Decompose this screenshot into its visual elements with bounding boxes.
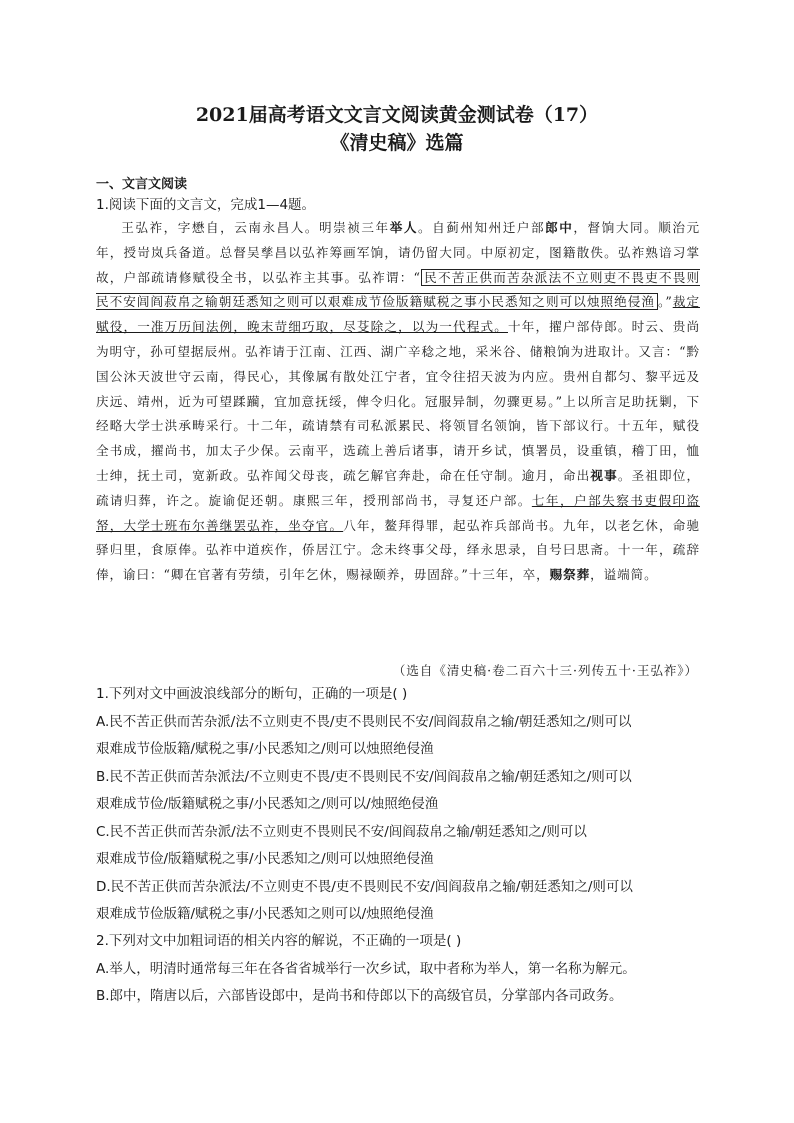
passage-text: 。自蓟州知州迁户部 [417, 220, 546, 235]
passage-paragraph [96, 216, 700, 588]
instruction-text: 1.阅读下面的文言文，完成1—4题。 [96, 197, 316, 213]
underlined-sentence-2: 七年，户部失察书吏假印盗帑，大学士班布尔善继罢弘祚，坐夺官。 [96, 492, 700, 533]
passage-text: 王弘祚，字懋自，云南永昌人。明崇祯三年 [121, 220, 390, 235]
question-line: 2.下列对文中加粗词语的相关内容的解说，不正确的一项是( ) [96, 933, 462, 949]
option-b: B.民不苦正供而苦杂派法/不立则吏不畏/吏不畏则民不安/闾阎菽帛之输/朝廷悉知之/则可以 [96, 768, 632, 785]
option-c: C.民不苦正供而苦杂派/法不立则吏不畏则民不安/闾阎菽帛之输/朝廷悉知之/则可以 [96, 823, 587, 840]
option-a: A.民不苦正供而苦杂派/法不立则吏不畏/吏不畏则民不安/闾阎菽帛之输/朝廷悉知之/则可以 [96, 713, 632, 730]
option-b-cont: 艰难成节俭/版籍赋税之事/小民悉知之/则可以/烛照绝侵渔 [96, 796, 439, 812]
bold-term-shishi: 视事 [590, 467, 618, 483]
wavy-line-segment: 民不苦正供而苦杂派法不立则吏不畏吏不畏则民不安闾阎菽帛之输朝廷悉知之则可以艰难成节俭版籍赋税之事小民悉知之则可以烛照绝侵渔 [96, 269, 700, 310]
option-d: D.民不苦正供而苦杂派法/不立则吏不畏/吏不畏则民不安/闾阎菽帛之输/朝廷悉知之/则可以 [96, 878, 633, 895]
document-title: 2021届高考语文文言文阅读黄金测试卷（17） [195, 104, 599, 126]
bold-term-juren: 举人 [389, 220, 418, 235]
bold-term-langzhong: 郎中 [545, 220, 574, 235]
option-b: B.郎中，隋唐以后，六部皆设郎中，是尚书和侍郎以下的高级官员，分掌部内各司政务。 [96, 988, 623, 1004]
option-d-cont: 艰难成节俭版籍/赋税之事/小民悉知之则可以/烛照绝侵渔 [96, 906, 434, 922]
question-2 [96, 928, 706, 1011]
option-a-cont: 艰难成节俭版籍/赋税之事/小民悉知之/则可以烛照绝侵渔 [96, 741, 434, 757]
underlined-sentence-1: 裁定赋役，一准万历间法例，晚末苛细巧取，尽芟除之，以为一代程式。 [96, 294, 700, 335]
passage-text: 十年，擢户部侍郎。时云、贵尚为明守，孙可望据辰州。弘祚请于江南、江西、湖广辛稔之地，采米谷、储粮饷为进取计。又言：“黔国公沐天波世守云南，得民心，其像属有散处江宁者，宜令往招天波为内应。贵州自都匀、黎平远及庆远、靖州，近为可望蹂躏，宜加意抚绥，俾令归化。冠服异制，勿骤更易。”上以所言足助抚剿，下经略大学士洪承畴采行。十二年，疏请禁有司私派累民、将领冒名领饷，皆下部议行。十五年，赋役全书成，擢尚书，加太子少保。云南平，选疏上善后诸事，请开乡试，慎署员，设重镇，稽丁田，恤士绅，抚土司，宽新政。弘祚闻父母丧，疏乞解官奔赴，命在任守制。逾月，命出 [96, 319, 701, 483]
passage-text: 八年，鳌拜得罪，起弘祚兵部尚书。九年，以老乞休，命驰驿归里，食原俸。弘祚中道疾作，侨居江宁。念未终事父母，绎永思录，自号曰思斋。十一年，疏辞俸，谕曰：“卿在官著有劳绩，引年乞休，赐禄颐养，毋固辞。”十三年，卒， [96, 517, 700, 583]
source-citation: （选自《清史稿·卷二百六十三·列传五十·王弘祚》） [392, 663, 698, 678]
passage-text: ，谥端简。 [590, 567, 658, 583]
passage-text: ，督饷大同。顺治元年，授岢岚兵备道。总督吴孳昌以弘祚筹画军饷，请仍留大同。中原初定，图籍散佚。弘祚熟谙习掌故，户部疏请修赋役全书，以弘祚主其事。弘祚谓：“ [96, 220, 700, 285]
question-line: 1.下列对文中画波浪线部分的断句，正确的一项是( ) [96, 686, 408, 702]
document-subtitle: 《清史稿》选篇 [330, 132, 464, 154]
option-c-cont: 艰难成节俭/版籍赋税之事/小民悉知之/则可以烛照绝侵渔 [96, 851, 434, 867]
passage-text: 。” [658, 294, 673, 310]
passage-text: 。圣祖即位，疏请归葬，许之。旋谕促还朝。康熙三年，授刑部尚书，寻复还户部。 [96, 467, 700, 508]
bold-term-jizang: 赐祭葬 [549, 567, 591, 583]
classical-passage [96, 216, 700, 588]
section-heading: 一、文言文阅读 [96, 177, 188, 192]
question-1 [96, 681, 706, 929]
option-a: A.举人，明清时通常每三年在各省省城举行一次乡试，取中者称为举人，第一名称为解元。 [96, 960, 636, 977]
